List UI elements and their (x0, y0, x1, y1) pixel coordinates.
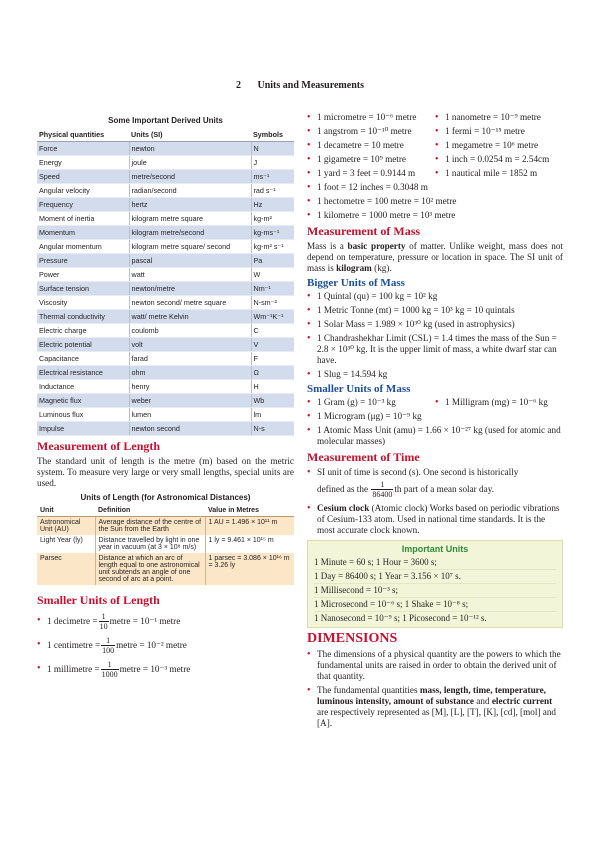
table-cell: Light Year (ly) (37, 535, 95, 553)
table-cell: kg-m² (251, 212, 294, 226)
table-cell: 1 ly = 9.461 × 10¹⁵ m (205, 535, 294, 553)
table-row (37, 380, 294, 394)
table-cell: watt/ metre Kelvin (129, 310, 251, 324)
time-heading: Measurement of Time (307, 450, 420, 464)
list-item: • 1 nautical mile = 1852 m (435, 168, 563, 179)
important-unit-line: 1 Day = 86400 s; 1 Year = 3.156 × 10⁷ s. (314, 570, 556, 584)
smaller-length-list (37, 610, 294, 680)
length-text: 1 millimetre = (47, 664, 100, 674)
fraction-numerator: 1 (101, 636, 115, 646)
table-cell: Thermal conductivity (37, 310, 129, 324)
table-cell: Force (37, 142, 129, 156)
derived-units-body (37, 142, 294, 436)
list-item: • 1 megametre = 10⁶ metre (435, 140, 563, 151)
time-text: th part of a mean solar day. (394, 484, 494, 494)
table-row (37, 394, 294, 408)
table-cell: Pressure (37, 254, 129, 268)
length-paragraph (37, 456, 294, 489)
astro-units-caption: Units of Length (for Astronomical Distances) (80, 493, 251, 502)
length-text: 1 centimetre = (47, 640, 101, 650)
list-item: • 1 Milligram (mg) = 10⁻⁶ kg (435, 397, 563, 408)
table-cell: Distance at which an arc of length equal to one astronomical unit subtends an angle of one second of arc at a point. (95, 553, 205, 585)
table-cell: Wm⁻¹K⁻¹ (251, 310, 294, 324)
table-row (37, 198, 294, 212)
list-item: • 1 Gram (g) = 10⁻³ kg (307, 397, 435, 408)
time-text: (Atomic clock) Works based on periodic vibrations of Cesium-133 atom. Used in national time standards. It is the most accurate clock known. (317, 503, 560, 535)
astro-units-table (37, 505, 294, 585)
table-row (37, 310, 294, 324)
list-item: • 1 gigametre = 10⁹ metre (307, 154, 435, 165)
table-row (37, 142, 294, 156)
fraction (371, 480, 393, 499)
list-item (307, 685, 563, 729)
table-cell: lm (251, 408, 294, 422)
table-cell: kilogram metre square (129, 212, 251, 226)
table-row (37, 170, 294, 184)
cesium-clock-bold: Cesium clock (317, 503, 370, 513)
table-cell: joule (129, 156, 251, 170)
important-units-title: Important Units (401, 544, 469, 554)
length-heading: Measurement of Length (37, 439, 161, 453)
dim-text: and (474, 696, 492, 706)
table-cell: J (251, 156, 294, 170)
derived-units-table (37, 128, 294, 436)
col-header: Unit (37, 505, 95, 517)
table-row (37, 254, 294, 268)
table-row (37, 282, 294, 296)
list-item: • 1 foot = 12 inches = 0.3048 m (307, 182, 563, 193)
table-cell: Luminous flux (37, 408, 129, 422)
table-cell: Power (37, 268, 129, 282)
table-cell: Magnetic flux (37, 394, 129, 408)
bigger-mass-heading: Bigger Units of Mass (307, 277, 405, 289)
table-cell: Impulse (37, 422, 129, 436)
mass-text: of matter. Unlike weight, mass does not depend on temperature, pressure or location in space. The SI unit of mass is (307, 241, 563, 273)
left-column (37, 112, 294, 682)
table-cell: coulomb (129, 324, 251, 338)
table-row (37, 352, 294, 366)
fraction (101, 636, 115, 655)
table-cell: Surface tension (37, 282, 129, 296)
mass-text: Mass is a (307, 241, 348, 251)
table-cell: kg-ms⁻¹ (251, 226, 294, 240)
time-text: defined as the (317, 484, 369, 494)
dim-text-bold: electric current (491, 696, 553, 706)
list-item: • 1 angstrom = 10⁻¹⁰ metre (307, 126, 435, 137)
list-item (37, 634, 294, 656)
list-item: • 1 nanometre = 10⁻⁹ metre (435, 112, 563, 123)
table-cell: farad (129, 352, 251, 366)
right-column (307, 112, 563, 732)
table-cell: ms⁻¹ (251, 170, 294, 184)
table-cell: Angular momentum (37, 240, 129, 254)
table-cell: watt (129, 268, 251, 282)
col-header: Symbols (251, 128, 294, 142)
table-cell: Hz (251, 198, 294, 212)
dim-text: are respectively represented as [M], [L], [T], [K], [cd], [mol] and [A]. (317, 707, 557, 728)
list-item: • 1 Metric Tonne (mt) = 1000 kg = 10³ kg = 10 quintals (307, 305, 563, 316)
time-list (307, 467, 563, 536)
table-cell: metre/second (129, 170, 251, 184)
table-cell: Average distance of the centre of the Sun from the Earth (95, 517, 205, 536)
length-text: The standard unit of length is the metre (m) based on the metric system. To measure very large or very small lengths, special units are used. (37, 456, 294, 488)
table-cell: hertz (129, 198, 251, 212)
table-cell: N-sm⁻² (251, 296, 294, 310)
table-cell: Inductance (37, 380, 129, 394)
list-item: • 1 hectometre = 100 metre = 10² metre (307, 196, 563, 207)
table-cell: weber (129, 394, 251, 408)
table-cell: newton (129, 142, 251, 156)
fraction-numerator: 1 (101, 660, 119, 670)
table-cell: volt (129, 338, 251, 352)
dim-text-bold: mass, length, time, temperature, luminous intensity, amount of substance (317, 685, 546, 706)
table-cell: Speed (37, 170, 129, 184)
table-row (37, 268, 294, 282)
table-cell: newton second/ metre square (129, 296, 251, 310)
table-cell: 1 parsec = 3.086 × 10¹⁶ m = 3.26 ly (205, 553, 294, 585)
table-cell: Momentum (37, 226, 129, 240)
table-cell: ohm (129, 366, 251, 380)
table-row (37, 553, 294, 585)
table-cell: 1 AU = 1.496 × 10¹¹ m (205, 517, 294, 536)
mass-text: (kg). (371, 263, 392, 273)
time-text: SI unit of time is second (s). One second is historically (317, 467, 519, 477)
table-header-row (37, 128, 294, 142)
list-item: • 1 Solar Mass = 1.989 × 10³⁰ kg (used in astrophysics) (307, 319, 563, 330)
important-unit-line: 1 Microsecond = 10⁻⁶ s; 1 Shake = 10⁻⁸ s; (314, 598, 556, 612)
fraction-numerator: 1 (99, 612, 109, 622)
list-item: • 1 Microgram (μg) = 10⁻⁹ kg (307, 411, 563, 422)
astro-units-body (37, 517, 294, 586)
col-header: Value in Metres (205, 505, 294, 517)
length-text: metre = 10⁻¹ metre (109, 616, 181, 626)
important-units-lines (314, 556, 556, 625)
fraction-denominator: 86400 (372, 490, 393, 500)
table-cell: Moment of inertia (37, 212, 129, 226)
table-row (37, 338, 294, 352)
list-item: • 1 kilometre = 1000 metre = 10³ metre (307, 210, 563, 221)
important-unit-line: 1 Minute = 60 s; 1 Hour = 3600 s; (314, 556, 556, 570)
length-text: metre = 10⁻³ metre (119, 664, 191, 674)
table-row (37, 422, 294, 436)
derived-units-caption: Some Important Derived Units (108, 116, 223, 125)
dim-text: The fundamental quantities (317, 685, 420, 695)
smaller-length-heading: Smaller Units of Length (37, 593, 160, 607)
table-header-row (37, 505, 294, 517)
table-cell: N (251, 142, 294, 156)
length-units-list (307, 112, 563, 182)
dimensions-heading: DIMENSIONS (307, 631, 398, 646)
bigger-mass-list (307, 291, 563, 380)
page-header (0, 80, 600, 91)
list-item: • 1 decametre = 10 metre (307, 140, 435, 151)
fraction-denominator: 1000 (101, 670, 118, 680)
dimensions-list (307, 649, 563, 729)
smaller-mass-list (307, 411, 563, 447)
list-item: • 1 inch = 0.0254 m = 2.54cm (435, 154, 563, 165)
list-item: • 1 micrometre = 10⁻⁶ metre (307, 112, 435, 123)
table-cell: Distance travelled by light in one year in vacuum (at 3 × 10⁸ m/s) (95, 535, 205, 553)
table-cell: Nm⁻¹ (251, 282, 294, 296)
table-cell: Capacitance (37, 352, 129, 366)
table-row (37, 226, 294, 240)
fraction (99, 612, 109, 631)
length-units-list-singles (307, 182, 563, 221)
table-cell: Electric potential (37, 338, 129, 352)
list-item: • 1 fermi = 10⁻¹⁵ metre (435, 126, 563, 137)
table-cell: radian/second (129, 184, 251, 198)
chapter-title: Units and Measurements (257, 80, 364, 91)
table-cell: H (251, 380, 294, 394)
page-number: 2 (236, 80, 241, 91)
list-item (307, 467, 563, 500)
table-row (37, 240, 294, 254)
table-cell: kg-m² s⁻¹ (251, 240, 294, 254)
list-item: • 1 Atomic Mass Unit (amu) = 1.66 × 10⁻²⁷ kg (used for atomic and molecular masses) (307, 425, 563, 447)
length-text: metre = 10⁻² metre (116, 640, 187, 650)
list-item: • 1 yard = 3 feet = 0.9144 m (307, 168, 435, 179)
table-row (37, 212, 294, 226)
table-cell: lumen (129, 408, 251, 422)
length-text: 1 decimetre = (47, 616, 98, 626)
list-item: • The dimensions of a physical quantity are the powers to which the fundamental units are raised in order to obtain the derived unit of that quantity. (307, 649, 563, 682)
fraction-denominator: 100 (102, 646, 115, 656)
important-unit-line: 1 Millisecond = 10⁻³ s; (314, 584, 556, 598)
important-units-box (307, 540, 563, 628)
table-cell: Energy (37, 156, 129, 170)
table-row (37, 156, 294, 170)
list-item (307, 503, 563, 536)
mass-text-bold: kilogram (336, 263, 372, 273)
table-row (37, 408, 294, 422)
col-header: Definition (95, 505, 205, 517)
table-cell: F (251, 352, 294, 366)
table-cell: Electrical resistance (37, 366, 129, 380)
table-row (37, 517, 294, 536)
smaller-mass-heading: Smaller Units of Mass (307, 383, 411, 395)
table-cell: kilogram metre square/ second (129, 240, 251, 254)
table-row (37, 184, 294, 198)
table-cell: newton second (129, 422, 251, 436)
list-item: • 1 Quintal (qu) = 100 kg = 10² kg (307, 291, 563, 302)
table-cell: Ω (251, 366, 294, 380)
list-item (37, 658, 294, 680)
table-cell: rad s⁻¹ (251, 184, 294, 198)
mass-heading: Measurement of Mass (307, 224, 421, 238)
smaller-mass-pair (307, 397, 563, 411)
mass-paragraph (307, 241, 563, 274)
fraction-numerator: 1 (371, 480, 393, 490)
list-item: • 1 Slug = 14.594 kg (307, 369, 563, 380)
fraction-denominator: 10 (99, 622, 108, 632)
table-cell: pascal (129, 254, 251, 268)
table-cell: N-s (251, 422, 294, 436)
table-row (37, 324, 294, 338)
table-cell: Frequency (37, 198, 129, 212)
table-cell: Pa (251, 254, 294, 268)
table-cell: Electric charge (37, 324, 129, 338)
col-header: Physical quantities (37, 128, 129, 142)
fraction (101, 660, 119, 679)
table-cell: kilogram metre/second (129, 226, 251, 240)
table-cell: C (251, 324, 294, 338)
mass-text-bold: basic property (347, 241, 406, 251)
table-cell: henry (129, 380, 251, 394)
list-item: • 1 Chandrashekhar Limit (CSL) = 1.4 times the mass of the Sun = 2.8 × 10³⁰ kg. It is the upper limit of mass, a white dwarf star can have. (307, 333, 563, 366)
table-cell: Angular velocity (37, 184, 129, 198)
important-unit-line: 1 Nanosecond = 10⁻⁹ s; 1 Picosecond = 10⁻¹² s. (314, 613, 487, 623)
table-cell: W (251, 268, 294, 282)
table-cell: Parsec (37, 553, 95, 585)
table-cell: Viscosity (37, 296, 129, 310)
table-row (37, 535, 294, 553)
table-row (37, 296, 294, 310)
table-row (37, 366, 294, 380)
list-item (37, 610, 294, 632)
table-cell: newton/metre (129, 282, 251, 296)
col-header: Units (SI) (129, 128, 251, 142)
table-cell: Wb (251, 394, 294, 408)
table-cell: Astronomical Unit (AU) (37, 517, 95, 536)
table-cell: V (251, 338, 294, 352)
